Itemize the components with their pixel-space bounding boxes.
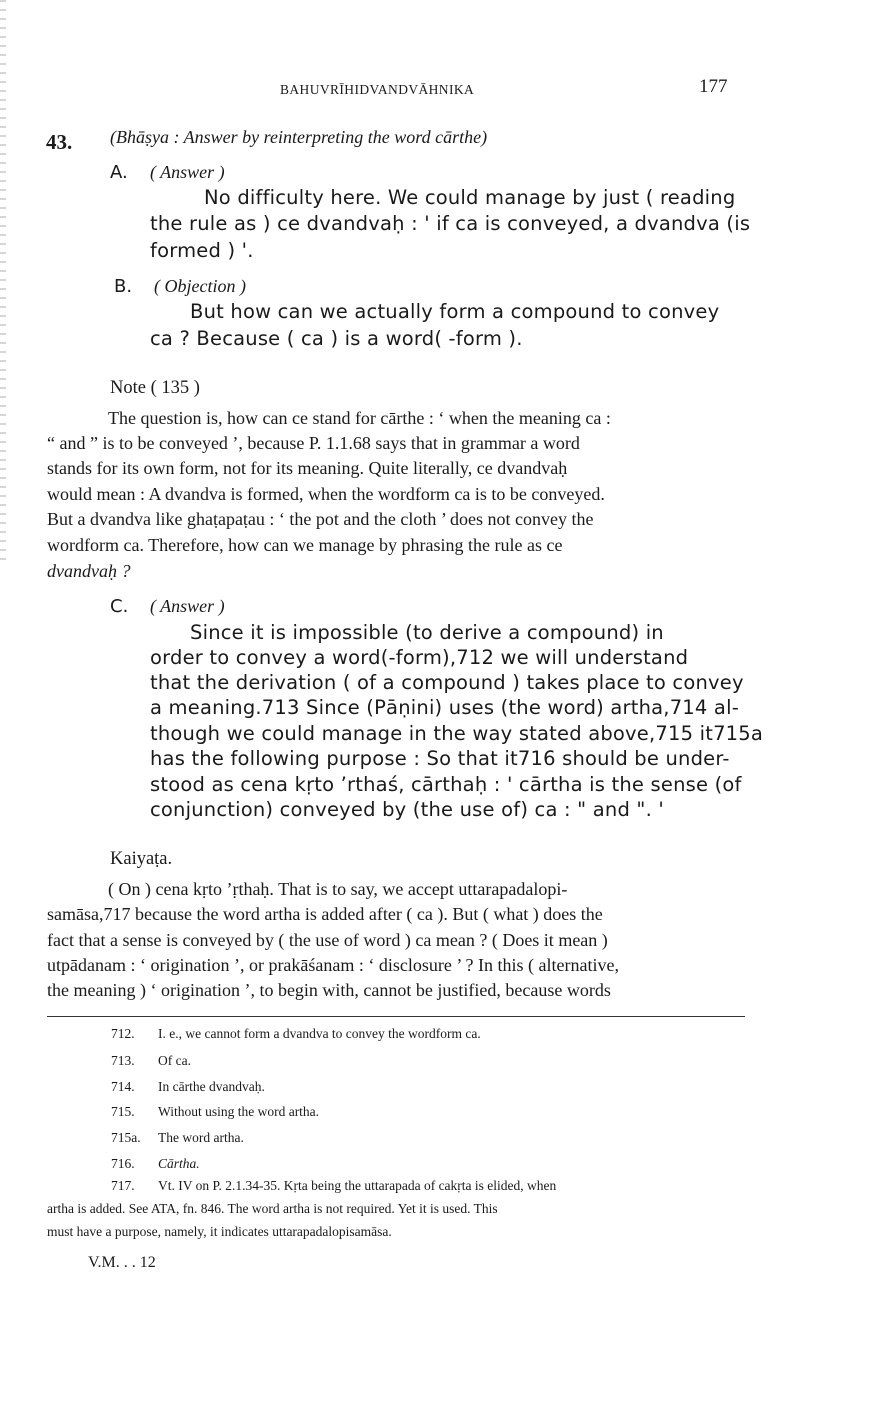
section-heading: [110, 127, 487, 148]
kaiyata-line: ( On ) cena kṛto ’ṛthaḥ. That is to say, we accept uttarapadalopi-: [108, 879, 568, 899]
footnote-text: In cārthe dvandvaḥ.: [158, 1079, 265, 1094]
part-a-label: A.: [110, 162, 128, 183]
note-line: dvandvaḥ ?: [47, 561, 131, 581]
kaiyata-line: samāsa,717 because the word artha is added after ( ca ). But ( what ) does the: [47, 904, 603, 924]
running-title: BAHUVRĪHIDVANDVĀHNIKA: [280, 82, 475, 97]
note-line: would mean : A dvandva is formed, when the wordform ca is to be conveyed.: [47, 484, 605, 504]
scan-edge: [0, 0, 6, 560]
part-c-line: a meaning.713 Since (Pāṇini) uses (the word) artha,714 al-: [150, 696, 739, 719]
part-a-line: the rule as ) ce dvandvaḥ : ' if ca is conveyed, a dvandva (is: [150, 212, 751, 235]
part-b-title: ( Objection ): [154, 276, 246, 296]
kaiyata-line: utpādanam : ‘ origination ’, or prakāśanam : ‘ disclosure ’ ? In this ( alternative,: [47, 955, 619, 975]
footnote-number: 713.: [111, 1053, 135, 1068]
part-b-line: But how can we actually form a compound to convey: [190, 300, 720, 323]
footnote-number: 715a.: [111, 1130, 141, 1145]
note-line: stands for its own form, not for its meaning. Quite literally, ce dvandvaḥ: [47, 458, 568, 478]
footnote-text: Vt. IV on P. 2.1.34-35. Kṛta being the uttarapada of cakṛta is elided, when: [158, 1178, 557, 1193]
kaiyata-line: the meaning ) ‘ origination ’, to begin with, cannot be justified, because words: [47, 980, 611, 1000]
note-line: The question is, how can ce stand for cārthe : ‘ when the meaning ca :: [108, 408, 611, 428]
footnote-number: 715.: [111, 1104, 135, 1119]
kaiyata-title: Kaiyaṭa.: [110, 849, 173, 869]
part-b-line: ca ? Because ( ca ) is a word( -form ).: [150, 327, 523, 350]
part-c-line: has the following purpose : So that it716 should be under-: [150, 747, 730, 770]
section-heading-text: (Bhāṣya : Answer by reinterpreting the word cārthe): [110, 127, 488, 147]
part-c-line: conjunction) conveyed by (the use of) ca : " and ". ': [150, 798, 664, 821]
footnote-number: 712.: [111, 1026, 135, 1041]
footnote-text: The word artha.: [158, 1130, 244, 1145]
footnote-number: 714.: [111, 1079, 135, 1094]
part-a-title: ( Answer ): [150, 162, 225, 182]
footnote-text: artha is added. See ATA, fn. 846. The word artha is not required. Yet it is used. This: [47, 1201, 498, 1216]
part-c-label: C.: [110, 596, 129, 617]
part-c-line: order to convey a word(-form),712 we will understand: [150, 646, 689, 669]
footnote-text: Cārtha.: [158, 1156, 200, 1171]
kaiyata-line: fact that a sense is conveyed by ( the use of word ) ca mean ? ( Does it mean ): [47, 930, 608, 950]
part-a-line: formed ) '.: [150, 239, 254, 262]
part-c-line: Since it is impossible (to derive a compound) in: [190, 621, 664, 644]
footnote-number: 716.: [111, 1156, 135, 1171]
part-a-line: No difficulty here. We could manage by just ( reading: [204, 186, 736, 209]
signature-mark: V.M. . . 12: [88, 1254, 156, 1271]
footnote-text: Of ca.: [158, 1053, 191, 1068]
part-c-line: that the derivation ( of a compound ) takes place to convey: [150, 671, 744, 694]
note-line: wordform ca. Therefore, how can we manage by phrasing the rule as ce: [47, 535, 563, 555]
footnote-text: Without using the word artha.: [158, 1104, 320, 1119]
footnote-text: I. e., we cannot form a dvandva to convey the wordform ca.: [158, 1026, 481, 1041]
section-number: 43.: [46, 130, 73, 154]
part-c-title: ( Answer ): [150, 596, 225, 616]
part-c-line: though we could manage in the way stated above,715 it715a: [150, 722, 764, 745]
footnote-text: must have a purpose, namely, it indicates uttarapadalopisamāsa.: [47, 1224, 392, 1239]
part-b-label: B.: [114, 276, 133, 297]
page-number: 177: [699, 76, 728, 97]
footnote-divider: [47, 1016, 745, 1017]
note-title: Note ( 135 ): [110, 378, 200, 398]
note-line: “ and ” is to be conveyed ’, because P. 1.1.68 says that in grammar a word: [47, 433, 580, 453]
part-c-line: stood as cena kṛto ’rthaś, cārthaḥ : ' cārtha is the sense (of: [150, 773, 742, 796]
footnote-number: 717.: [111, 1178, 135, 1193]
note-line: But a dvandva like ghaṭapaṭau : ‘ the pot and the cloth ’ does not convey the: [47, 509, 594, 529]
